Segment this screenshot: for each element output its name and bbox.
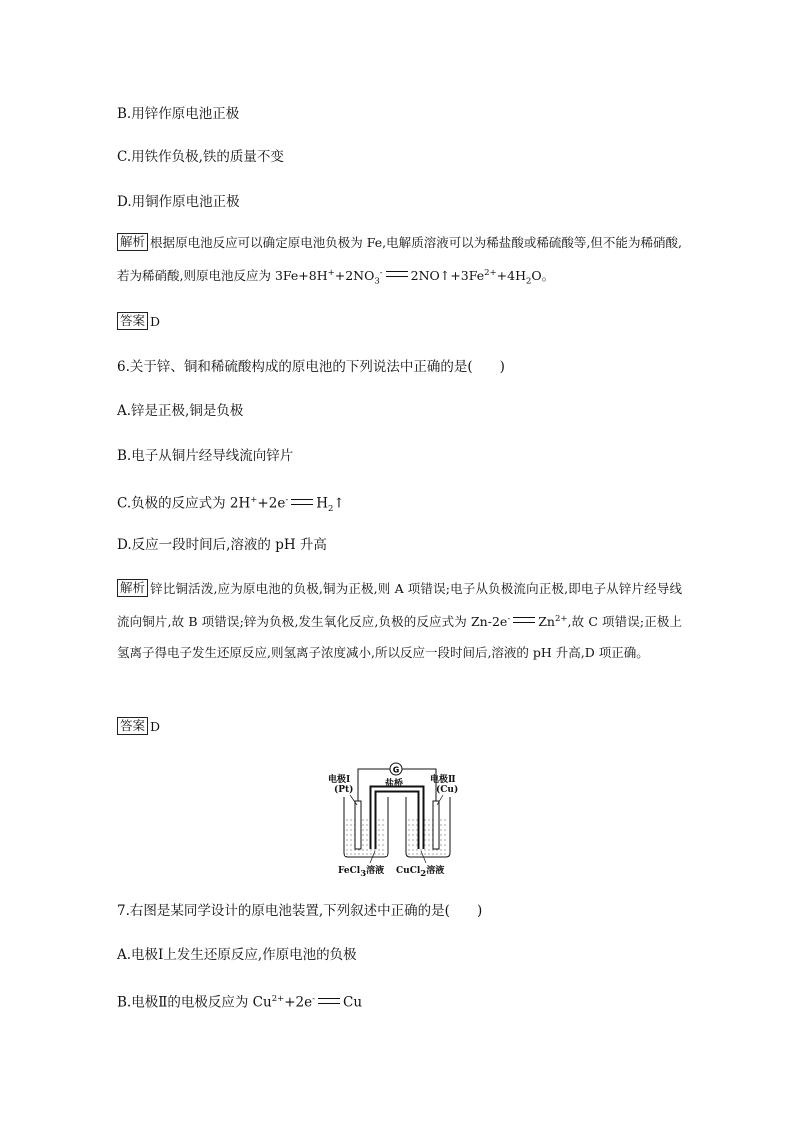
q6-answer: 答案 D (117, 717, 160, 737)
equals-sign (318, 998, 340, 1004)
electrode-2-material: (Cu) (436, 785, 459, 795)
q5-analysis: 解析 根据原电池反应可以确定原电池负极为 Fe,电解质溶液可以为稀盐酸或稀硫酸等,但不能为稀硝酸,若为稀硝酸,则原电池反应为 $3Fe+8H^++2NO_3^-$ $2NO↑+3Fe^{2+}+4H_2O$。 (117, 234, 682, 287)
electrode-2-label: 电极Ⅱ (430, 775, 456, 785)
equals-sign (386, 271, 408, 277)
right-solution-hatch (408, 820, 448, 854)
q6-option-c: C.负极的反应式为 2H++2e- $H_2↑$ (117, 495, 345, 515)
left-solution (345, 819, 387, 856)
electrode-2 (433, 801, 439, 849)
q6-option-b: B.电子从铜片经导线流向锌片 (117, 448, 294, 464)
q6-option-d: D.反应一段时间后,溶液的 pH 升高 (117, 537, 327, 553)
q5-option-d: D.用铜作原电池正极 (117, 194, 240, 210)
equals-sign (291, 499, 313, 505)
salt-bridge-label: 盐桥 (385, 779, 404, 789)
answer-tag: 答案 (117, 717, 148, 735)
q6-option-a: A.锌是正极,铜是负极 (117, 403, 244, 419)
q7-option-a: A.电极Ⅰ上发生还原反应,作原电池的负极 (117, 947, 357, 963)
electrode-1 (355, 801, 361, 849)
q5-option-c: C.用铁作负极,铁的质量不变 (117, 149, 284, 165)
right-beaker (406, 797, 450, 857)
analysis-tag: 解析 (117, 579, 148, 597)
answer-tag: 答案 (117, 312, 148, 330)
electrode-1-label: 电极Ⅰ (328, 775, 351, 785)
q6-analysis: 解析 锌比铜活泼,应为原电池的负极,铜为正极,则 A 项错误;电子从负极流向正极,即电子从锌片经导线流向铜片,故 B 项错误;锌为负极,发生氧化反应,负极的反应式为 Zn-2e- $Zn^{2+}$,故 C 项错误;正极上氢离子得电子发生还原反应,则氢离子浓度减小,所以反应一段时间后,溶液的 pH 升高,D 项正确。 (117, 580, 682, 661)
galvanometer-label: G (392, 765, 400, 775)
q5-option-b: B.用锌作原电池正极 (117, 106, 240, 122)
galvanic-cell-figure (330, 755, 460, 884)
electrode-1-material: (Pt) (334, 785, 354, 795)
analysis-tag: 解析 (117, 233, 148, 251)
q7-stem: 7.右图是某同学设计的原电池装置,下列叙述中正确的是( ) (117, 903, 483, 919)
q7-option-b: B.电极Ⅱ的电极反应为 $Cu^{2+}+2e^-$ Cu (117, 994, 363, 1011)
equals-sign (513, 617, 535, 623)
solution-2-label: CuCl$_2$溶液 (396, 866, 445, 879)
q6-stem: 6.关于锌、铜和稀硫酸构成的原电池的下列说法中正确的是( ) (117, 359, 505, 375)
q5-answer: 答案 D (117, 312, 160, 332)
solution-1-label: FeCl$_3$溶液 (338, 866, 385, 879)
